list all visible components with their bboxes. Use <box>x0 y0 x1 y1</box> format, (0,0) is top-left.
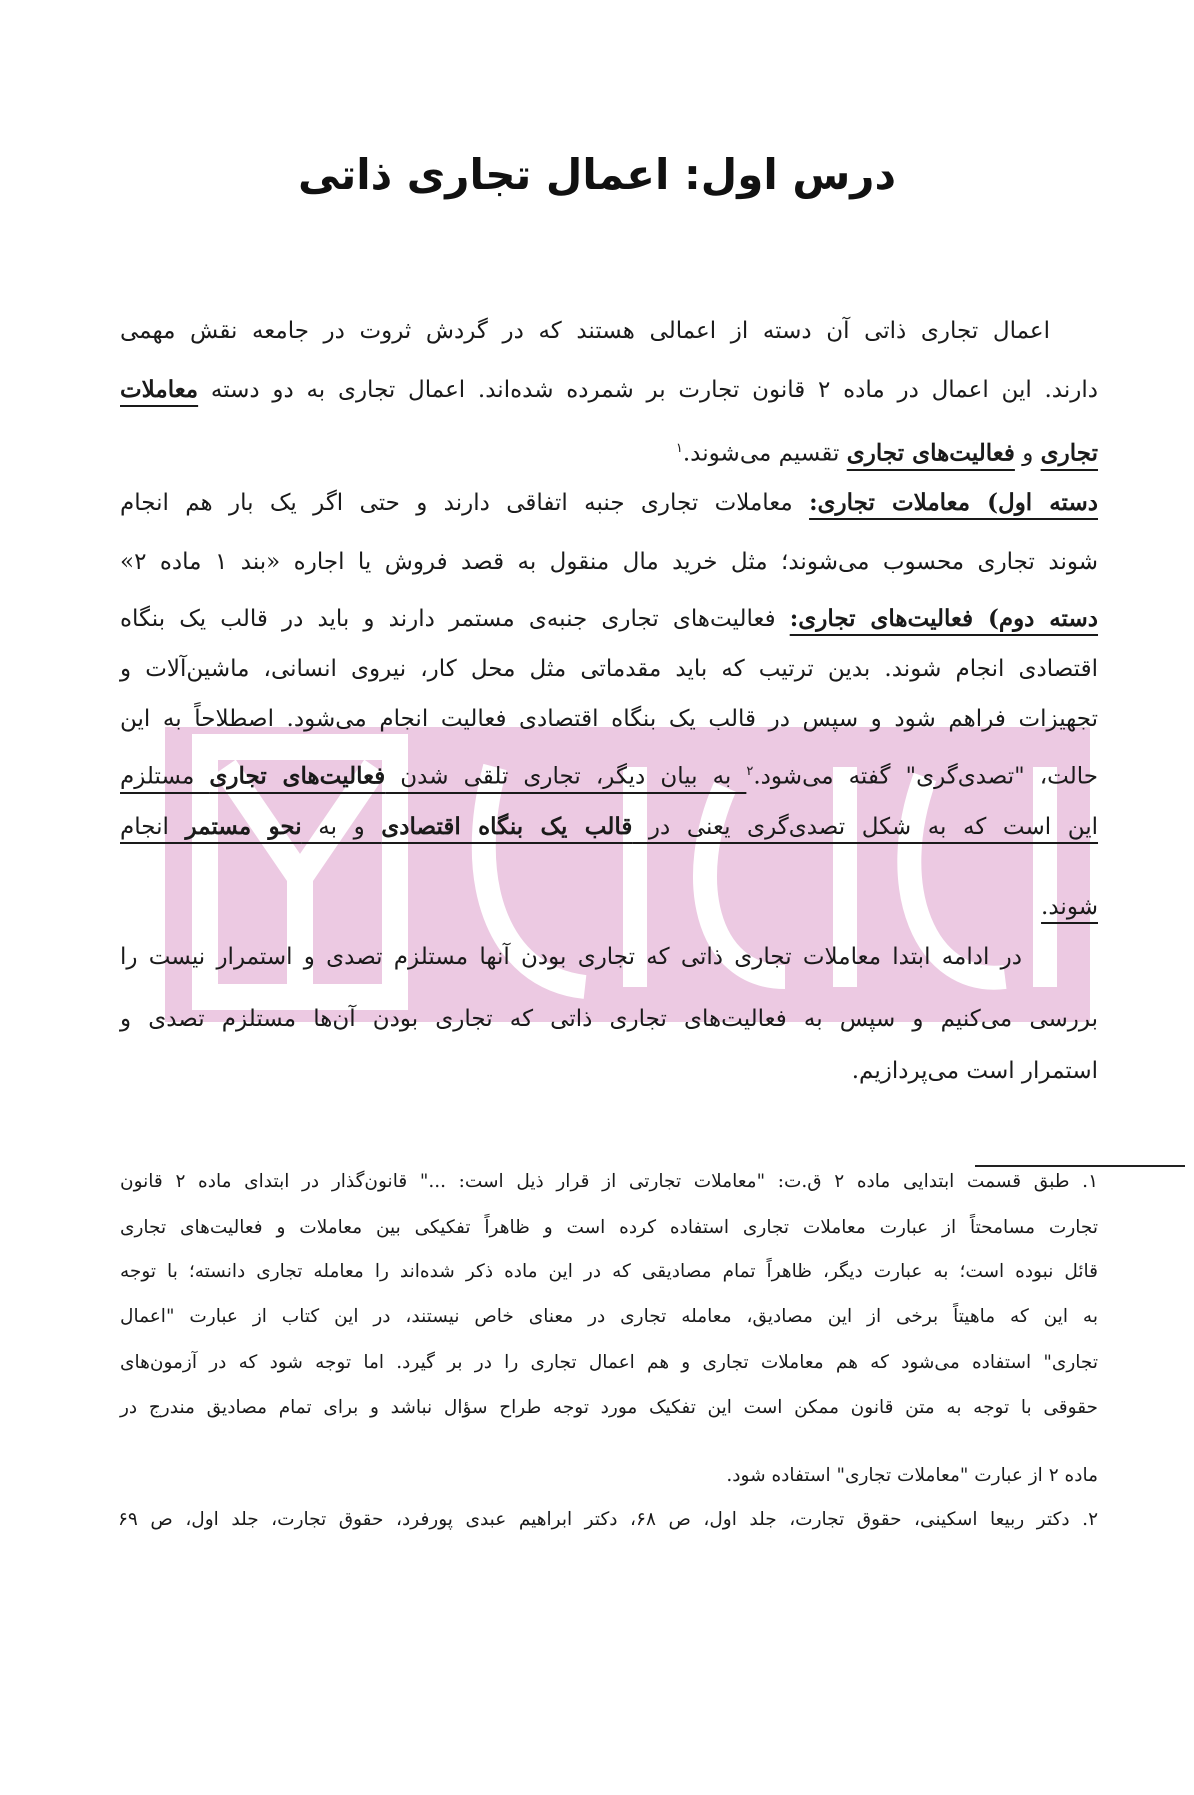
paragraph-line <box>120 702 1098 736</box>
text-segment: حالت، "تصدی‌گری" گفته می‌شود. <box>753 763 1098 790</box>
footnote-line <box>700 1462 1098 1490</box>
text-segment: و <box>1014 440 1041 467</box>
paragraph-line <box>1000 890 1098 924</box>
paragraph-line <box>120 602 1098 636</box>
bold-term: تجاری <box>1040 439 1098 467</box>
paragraph-line <box>120 1002 1098 1036</box>
bold-term: قالب یک بنگاه اقتصادی <box>381 813 633 840</box>
paragraph-line <box>120 755 1098 794</box>
text-segment: تجاری" استفاده می‌شود که هم معاملات تجاری و هم اعمال تجاری را در بر گیرد. اما توجه شود که در آزمون‌های <box>120 1352 1098 1373</box>
text-segment: فعالیت‌های تجاری جنبه‌ی مستمر دارند و باید در قالب یک بنگاه <box>120 606 790 632</box>
text-segment: دارند. این اعمال در ماده ۲ قانون تجارت بر شمرده شده‌اند. اعمال تجاری به دو دسته <box>198 377 1099 403</box>
text-segment: مستلزم <box>120 763 210 790</box>
footnote-ref: ۲ <box>746 764 754 779</box>
paragraph-line <box>120 652 1098 686</box>
text-segment: به بیان دیگر، تجاری تلقی شدن <box>385 763 747 790</box>
footnote-ref: ۱ <box>675 441 683 456</box>
text-segment: تجهیزات فراهم شود و سپس در قالب یک بنگاه اقتصادی فعالیت انجام می‌شود. اصطلاحاً به این <box>120 706 1098 732</box>
footnote-line <box>120 1303 1098 1331</box>
bold-term: فعالیت‌های تجاری <box>209 762 386 790</box>
paragraph-line <box>120 486 1098 520</box>
text-segment: اقتصادی انجام شوند. بدین ترتیب که باید مقدماتی مثل محل کار، نیروی انسانی، ماشین‌آلات و <box>120 656 1098 682</box>
page-title: درس اول: اعمال تجاری ذاتی <box>297 150 897 199</box>
footnote-line <box>120 1258 1098 1286</box>
text-segment: در ادامه ابتدا معاملات تجاری ذاتی که تجاری بودن آنها مستلزم تصدی و استمرار نیست را <box>120 944 1022 970</box>
footnote-line <box>120 1214 1098 1242</box>
text-segment: اعمال تجاری ذاتی آن دسته از اعمالی هستند که در گردش ثروت در جامعه نقش مهمی <box>120 318 1050 344</box>
text-segment: بررسی می‌کنیم و سپس به فعالیت‌های تجاری ذاتی که تجاری بودن آن‌ها مستلزم تصدی و <box>120 1006 1098 1032</box>
text-segment: ۲. دکتر ربیعا اسکینی، حقوق تجارت، جلد اول، ص ۶۸، دکتر ابراهیم عبدی پورفرد، حقوق تجارت، جلد اول، ص ۶۹ <box>118 1509 1098 1530</box>
paragraph-line <box>120 314 1050 348</box>
footnote-separator <box>975 1165 1185 1167</box>
text-segment: ۱. طبق قسمت ابتدایی ماده ۲ ق.ت: "معاملات تجارتی از قرار ذیل است: ..." قانون‌گذار در ابتدای ماده ۲ قانون <box>120 1171 1098 1192</box>
text-segment: حقوقی با توجه به متن قانون ممکن است این تفکیک مورد توجه طراح سؤال نباشد و برای تمام مصادیق مندرج در <box>120 1397 1098 1418</box>
text-segment: ماده ۲ از عبارت "معاملات تجاری" استفاده شود. <box>726 1465 1098 1486</box>
bold-term: فعالیت‌های تجاری <box>846 439 1015 467</box>
bold-term: دسته دوم) فعالیت‌های تجاری: <box>789 605 1099 632</box>
footnote-line <box>120 1349 1098 1377</box>
paragraph-line <box>120 545 1098 579</box>
footnote-line <box>118 1506 1098 1534</box>
text-segment: تقسیم می‌شوند. <box>682 440 847 467</box>
text-segment: قائل نبوده است؛ به عبارت دیگر، ظاهراً تمام مصادیقی که در این ماده ذکر شده‌اند را معامله تجاری دانسته؛ با توجه <box>120 1261 1098 1282</box>
text-segment: این است که به شکل تصدی‌گری یعنی در <box>632 814 1099 840</box>
paragraph-line <box>120 810 1098 844</box>
text-segment: شوند. <box>1041 894 1098 920</box>
text-segment: و به <box>301 814 382 840</box>
paragraph-line <box>120 940 1022 974</box>
paragraph-line <box>600 432 1098 471</box>
text-segment: معاملات تجاری جنبه اتفاقی دارند و حتی اگر یک بار هم انجام <box>120 490 810 516</box>
paragraph-line <box>700 1054 1098 1088</box>
footnote-line <box>120 1394 1098 1422</box>
text-segment: شوند تجاری محسوب می‌شوند؛ مثل خرید مال منقول به قصد فروش یا اجاره «بند ۱ ماده ۲» <box>120 549 1098 575</box>
bold-term: معاملات <box>120 376 199 403</box>
bold-term: دسته اول) معاملات تجاری: <box>809 489 1099 516</box>
text-segment: به این که ماهیتاً برخی از این مصادیق، معامله تجاری در معنای خاص نیستند، در این کتاب از عبارت "اعمال <box>120 1306 1098 1327</box>
bold-term: نحو مستمر <box>185 813 302 840</box>
text-segment: تجارت مسامحتاً از عبارت معاملات تجاری استفاده کرده است و ظاهراً تفکیکی بین معاملات و فعالیت‌های تجاری <box>120 1217 1098 1238</box>
text-segment: استمرار است می‌پردازیم. <box>851 1058 1098 1084</box>
paragraph-line <box>120 373 1098 407</box>
text-segment: انجام <box>120 814 186 840</box>
footnote-line <box>120 1168 1098 1196</box>
